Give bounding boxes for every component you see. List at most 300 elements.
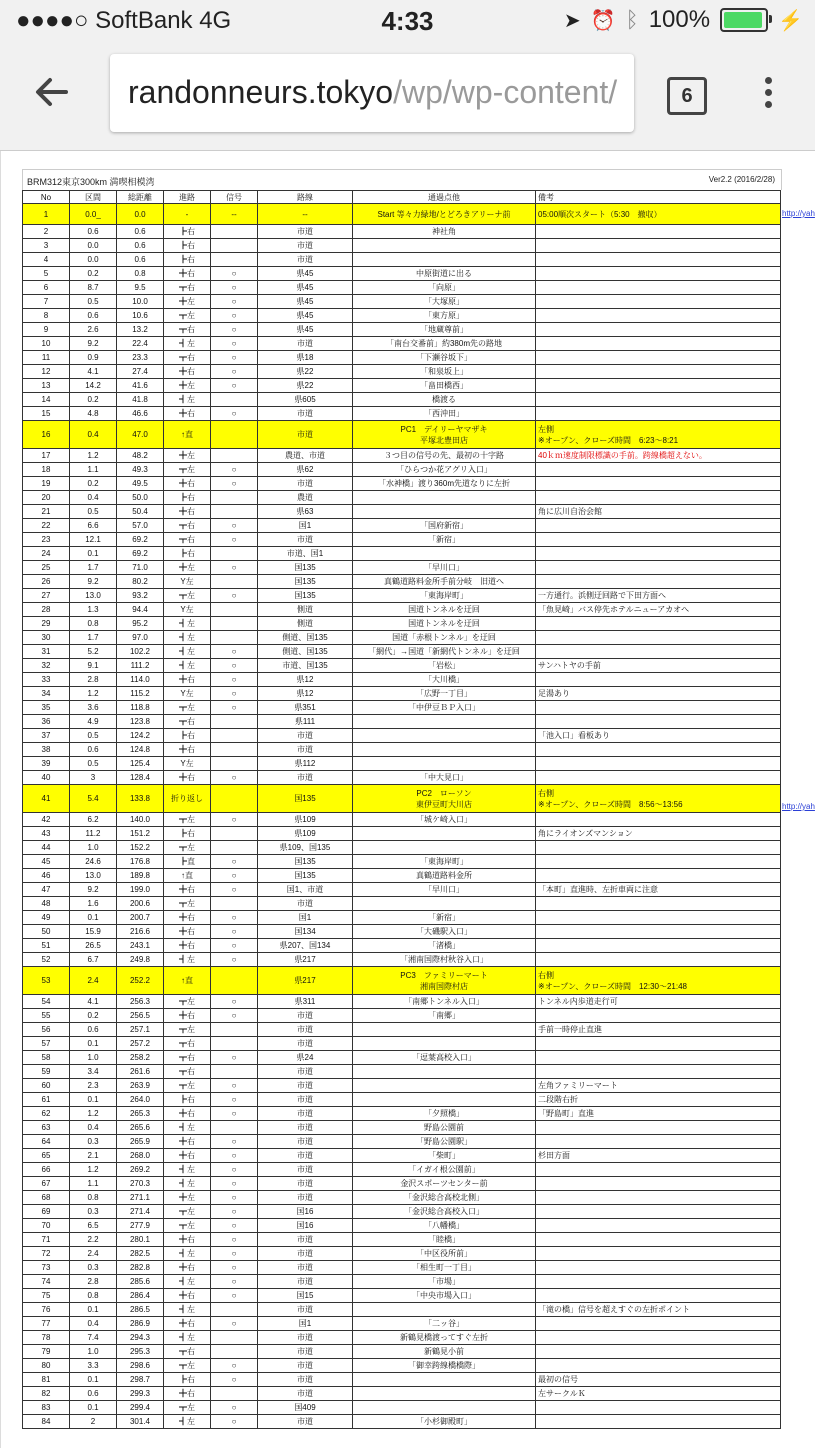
table-cell: 側道、国135 [258,631,353,645]
table-cell [536,645,781,659]
table-row [23,225,781,239]
table-cell: ┳左 [164,701,211,715]
table-cell: 「本町」直進時、左折車両に注意 [536,883,781,897]
table-row [23,1205,781,1219]
table-cell: 市道 [258,1275,353,1289]
table-cell: 1.0 [70,1345,117,1359]
table-cell [536,841,781,855]
table-cell: 249.8 [117,953,164,967]
table-row [23,1373,781,1387]
table-cell: 「野島公園駅」 [353,1135,536,1149]
table-cell: ┫左 [164,953,211,967]
table-row [23,1037,781,1051]
table-cell: 国135 [258,575,353,589]
table-cell: 76 [23,1303,70,1317]
table-cell: 14 [23,393,70,407]
table-row [23,1345,781,1359]
table-cell: 40 [23,771,70,785]
table-cell: 県45 [258,309,353,323]
table-row [23,477,781,491]
table-cell: 市道 [258,225,353,239]
table-row [23,925,781,939]
table-cell: 36 [23,715,70,729]
clock: 4:33 [381,6,434,36]
table-cell: 63 [23,1121,70,1135]
table-cell: ┫左 [164,1247,211,1261]
table-cell: 71.0 [117,561,164,575]
table-cell: 10 [23,337,70,351]
table-row [23,617,781,631]
table-row [23,715,781,729]
table-cell: ┳左 [164,309,211,323]
table-cell: 48.2 [117,449,164,463]
table-cell: ○ [211,701,258,715]
table-cell: 県112 [258,757,353,771]
table-cell: 2.3 [70,1079,117,1093]
side-link[interactable]: http://yah [782,209,815,218]
table-cell: 24.6 [70,855,117,869]
table-cell: 「金沢総合高校入口」 [353,1205,536,1219]
table-cell: 市道 [258,1373,353,1387]
table-cell: ┣右 [164,827,211,841]
url-bar[interactable] [110,54,634,132]
table-cell: 「大磯駅入口」 [353,925,536,939]
table-cell [353,1401,536,1415]
table-cell [536,547,781,561]
table-cell [353,1037,536,1051]
table-cell: 67 [23,1177,70,1191]
table-cell: 151.2 [117,827,164,841]
table-cell: ╋左 [164,379,211,393]
table-row [23,1121,781,1135]
table-cell [536,771,781,785]
table-cell: 54 [23,995,70,1009]
table-row [23,1107,781,1121]
table-cell [536,1415,781,1429]
table-cell: 金沢スポーツセンター前 [353,1177,536,1191]
sheet-title: BRM312東京300km 満喫相模湾 [27,177,155,187]
table-row [23,253,781,267]
table-cell: ○ [211,855,258,869]
table-cell: 0.3 [70,1205,117,1219]
table-cell: 69.2 [117,533,164,547]
table-cell: 35 [23,701,70,715]
table-cell: ╋右 [164,743,211,757]
table-cell: 286.4 [117,1289,164,1303]
table-cell [536,1331,781,1345]
table-cell [536,939,781,953]
table-cell: ╋右 [164,911,211,925]
table-cell: 「ひらつか花アグリ入口」 [353,463,536,477]
table-cell: ○ [211,533,258,547]
table-cell: ┣右 [164,729,211,743]
table-cell: 0.1 [70,1093,117,1107]
table-cell [536,911,781,925]
table-cell: 0.8 [70,617,117,631]
table-cell: ┳左 [164,1219,211,1233]
table-cell: 市道 [258,729,353,743]
table-cell: 県109 [258,813,353,827]
table-row [23,1135,781,1149]
table-cell: 56 [23,1023,70,1037]
table-cell: ╋右 [164,1149,211,1163]
table-cell: 68 [23,1191,70,1205]
table-cell: 「魚見崎」バス停先ホテルニューアカオへ [536,603,781,617]
table-cell: 市道 [258,1247,353,1261]
table-row [23,967,781,995]
table-cell [211,1121,258,1135]
table-cell: 16 [23,421,70,449]
table-cell: 72 [23,1247,70,1261]
table-cell: 県351 [258,701,353,715]
spreadsheet-view[interactable] [0,151,815,1448]
table-cell [536,533,781,547]
table-cell: 24 [23,547,70,561]
table-cell: ╋右 [164,1289,211,1303]
table-cell [536,393,781,407]
table-cell: 0.1 [70,911,117,925]
table-cell: ┫左 [164,1331,211,1345]
table-cell: 8 [23,309,70,323]
table-cell: ○ [211,1149,258,1163]
table-cell: 97.0 [117,631,164,645]
table-cell: 83 [23,1401,70,1415]
table-cell: 6.5 [70,1219,117,1233]
table-cell: 「水神橋」渡り360m先道なりに左折 [353,477,536,491]
table-cell: ↑直 [164,869,211,883]
table-cell: ○ [211,407,258,421]
table-cell: ┳左 [164,589,211,603]
table-cell: ○ [211,519,258,533]
table-row [23,1275,781,1289]
table-cell: 3.6 [70,701,117,715]
table-row [23,911,781,925]
table-cell: 0.6 [70,309,117,323]
table-cell: 9.5 [117,281,164,295]
table-cell: 0.0 [70,239,117,253]
table-cell: 9.2 [70,575,117,589]
table-cell: ╋右 [164,267,211,281]
table-cell: Start 等々力緑地/とどろきアリーナ前 [353,204,536,225]
table-cell: ┳左 [164,1079,211,1093]
table-cell [536,1163,781,1177]
table-cell [536,715,781,729]
table-cell: ╋右 [164,365,211,379]
table-cell: 「柴町」 [353,1149,536,1163]
table-cell: 81 [23,1373,70,1387]
more-vert-icon[interactable] [758,74,778,114]
status-right [564,6,803,34]
table-cell: 市道 [258,897,353,911]
table-cell: 6.7 [70,953,117,967]
table-cell: 9 [23,323,70,337]
table-cell: ↑直 [164,967,211,995]
table-cell: ╋右 [164,1233,211,1247]
table-cell: 3.4 [70,1065,117,1079]
table-cell [536,463,781,477]
table-cell: 市道 [258,1345,353,1359]
table-cell: 国135 [258,855,353,869]
table-cell: 橋渡る [353,393,536,407]
table-cell: 53 [23,967,70,995]
table-row [23,603,781,617]
carrier-signal: ●●●●○ SoftBank 4G [16,7,232,34]
table-cell: 「岩松」 [353,659,536,673]
table-cell: 176.8 [117,855,164,869]
table-cell: 298.6 [117,1359,164,1373]
table-cell: 261.6 [117,1065,164,1079]
table-cell [353,491,536,505]
table-cell [353,757,536,771]
table-cell: 60 [23,1079,70,1093]
table-cell: ○ [211,1219,258,1233]
table-cell [211,897,258,911]
table-cell [536,1037,781,1051]
table-cell [211,743,258,757]
table-cell: 「イガイ根公園前」 [353,1163,536,1177]
table-cell: 7.4 [70,1331,117,1345]
battery-fill [724,12,762,28]
column-header: 区間 [70,191,117,204]
table-cell: 「地蔵尊前」 [353,323,536,337]
location-icon: ➤ [563,9,581,32]
table-cell: 2.1 [70,1149,117,1163]
table-cell: ３つ目の信号の先、最初の十字路 [353,449,536,463]
table-cell: 「向原」 [353,281,536,295]
table-cell: 7 [23,295,70,309]
table-cell: 市道 [258,1359,353,1373]
table-cell: 「夕照橋」 [353,1107,536,1121]
table-cell: ○ [211,379,258,393]
table-cell: 「中央市場入口」 [353,1289,536,1303]
table-cell: 123.8 [117,715,164,729]
table-cell: ╋右 [164,673,211,687]
table-cell: 0.6 [70,743,117,757]
table-cell [536,561,781,575]
table-row [23,1317,781,1331]
table-cell: 0.1 [70,1037,117,1051]
table-cell [536,631,781,645]
table-cell [211,225,258,239]
table-cell: 国1、市道 [258,883,353,897]
table-cell [536,1009,781,1023]
table-cell: ┣右 [164,1093,211,1107]
table-cell: 41 [23,785,70,813]
table-cell: ╋右 [164,883,211,897]
table-cell: 257.1 [117,1023,164,1037]
table-cell: 0.1 [70,1401,117,1415]
table-cell: 299.3 [117,1387,164,1401]
table-cell: 県45 [258,267,353,281]
table-cell: 0.1 [70,547,117,561]
table-cell: 125.4 [117,757,164,771]
table-cell: 256.5 [117,1009,164,1023]
table-row [23,295,781,309]
table-cell: Y左 [164,575,211,589]
table-row [23,953,781,967]
table-cell [536,379,781,393]
table-cell: 23 [23,533,70,547]
table-row [23,1009,781,1023]
table-cell: 角にライオンズマンション [536,827,781,841]
table-cell: ○ [211,1233,258,1247]
side-link[interactable]: http://yah [782,802,815,811]
table-cell: ┳左 [164,1205,211,1219]
table-cell: 新鶴見小前 [353,1345,536,1359]
table-cell: 256.3 [117,995,164,1009]
tab-switcher-button[interactable]: 6 [667,77,707,115]
table-cell: 農道 [258,491,353,505]
table-cell: 4.9 [70,715,117,729]
table-cell: 128.4 [117,771,164,785]
table-cell: ○ [211,267,258,281]
table-cell: 市道 [258,421,353,449]
table-cell: 6 [23,281,70,295]
table-cell: 1.1 [70,463,117,477]
table-cell: ○ [211,323,258,337]
bluetooth-icon: ᛒ [625,7,639,32]
table-row [23,1065,781,1079]
table-cell: 10.0 [117,295,164,309]
table-row [23,575,781,589]
table-cell: 国16 [258,1219,353,1233]
back-button[interactable] [32,72,82,116]
table-cell: 49.5 [117,477,164,491]
table-cell: ┳右 [164,533,211,547]
table-cell: 2.2 [70,1233,117,1247]
table-cell [536,519,781,533]
table-cell: ○ [211,1163,258,1177]
table-cell: ╋右 [164,925,211,939]
table-cell [211,575,258,589]
table-cell: 69.2 [117,547,164,561]
table-row [23,939,781,953]
table-cell: サンハトヤの手前 [536,659,781,673]
table-cell [353,547,536,561]
table-cell: 71 [23,1233,70,1247]
table-cell: 216.6 [117,925,164,939]
table-cell: 「南台交番前」約380m先の路地 [353,337,536,351]
table-cell: 45 [23,855,70,869]
table-cell: 県12 [258,687,353,701]
table-cell: 114.0 [117,673,164,687]
table-cell [536,897,781,911]
table-cell: ┳左 [164,1023,211,1037]
table-row [23,1303,781,1317]
table-cell: 49 [23,911,70,925]
table-cell: 市道 [258,1009,353,1023]
table-cell: ┫左 [164,1275,211,1289]
table-row [23,673,781,687]
table-cell: 杉田方面 [536,1149,781,1163]
table-cell: 6.6 [70,519,117,533]
table-cell: 市道、国135 [258,659,353,673]
table-row [23,561,781,575]
table-cell: 2.8 [70,673,117,687]
table-cell: ○ [211,995,258,1009]
table-cell [211,421,258,449]
table-row [23,1331,781,1345]
table-cell: 58 [23,1051,70,1065]
table-cell: 44 [23,841,70,855]
table-cell: 20 [23,491,70,505]
table-cell: 5.2 [70,645,117,659]
table-cell: 県109、国135 [258,841,353,855]
table-row [23,1261,781,1275]
table-cell: ╋右 [164,771,211,785]
alarm-icon: ⏰ [590,9,616,32]
table-cell: 62 [23,1107,70,1121]
table-cell: 51 [23,939,70,953]
table-cell: 市道 [258,1331,353,1345]
table-header-row [23,191,781,204]
table-cell: 285.6 [117,1275,164,1289]
table-cell: 県24 [258,1051,353,1065]
table-cell: 市道 [258,239,353,253]
table-cell [536,239,781,253]
table-row [23,1359,781,1373]
table-row [23,813,781,827]
table-cell: 0.8 [70,1289,117,1303]
table-cell: 15 [23,407,70,421]
table-cell: 「東海岸町」 [353,855,536,869]
table-cell: 282.5 [117,1247,164,1261]
table-cell: 3 [70,771,117,785]
table-row [23,1093,781,1107]
table-cell: 0.4 [70,421,117,449]
table-cell: ┳左 [164,463,211,477]
table-cell: 1.0 [70,1051,117,1065]
table-cell: ┫左 [164,631,211,645]
table-cell: -- [211,204,258,225]
table-row [23,365,781,379]
table-cell: 1.6 [70,897,117,911]
table-cell: 30 [23,631,70,645]
table-cell [536,491,781,505]
table-cell [536,673,781,687]
table-cell: ↑直 [164,421,211,449]
table-row [23,687,781,701]
table-cell [211,631,258,645]
table-cell: ○ [211,1177,258,1191]
table-cell: ┳右 [164,351,211,365]
table-row [23,463,781,477]
table-cell: 14.2 [70,379,117,393]
table-cell [211,785,258,813]
table-cell [211,715,258,729]
table-cell [211,1387,258,1401]
table-cell: 39 [23,757,70,771]
table-cell: ╋右 [164,939,211,953]
table-cell: 263.9 [117,1079,164,1093]
table-cell: 73 [23,1261,70,1275]
table-row [23,883,781,897]
table-cell: 「広野一丁目」 [353,687,536,701]
table-row [23,589,781,603]
table-cell: 「新宿」 [353,911,536,925]
table-cell [536,365,781,379]
table-cell: 74 [23,1275,70,1289]
table-cell: 側道、国135 [258,645,353,659]
table-cell: 新鶴見橋渡ってすぐ左折 [353,1331,536,1345]
table-row [23,729,781,743]
table-cell: 0.2 [70,1009,117,1023]
table-cell [353,1065,536,1079]
table-cell: 3.3 [70,1359,117,1373]
table-cell: 0.6 [70,225,117,239]
table-cell: 271.1 [117,1191,164,1205]
table-cell: 199.0 [117,883,164,897]
